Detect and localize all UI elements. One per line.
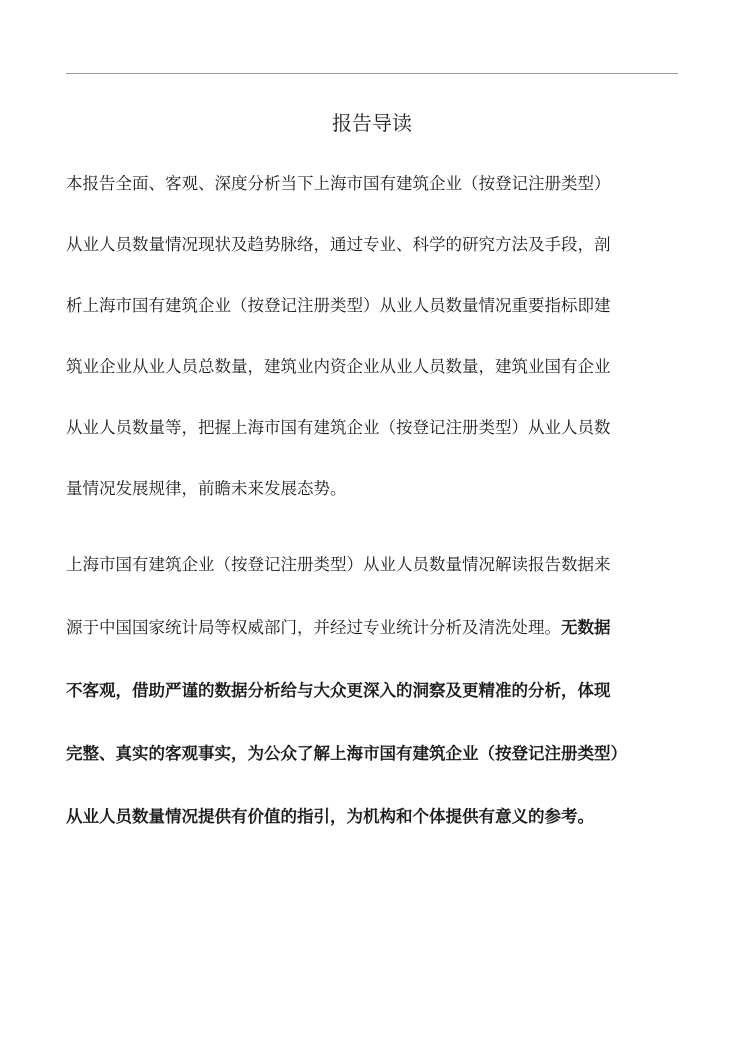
header-divider: [66, 73, 678, 74]
intro-line: 本报告全面、客观、深度分析当下上海市国有建筑企业（按登记注册类型）: [66, 174, 611, 193]
intro-line: 量情况发展规律，前瞻未来发展态势。: [66, 479, 347, 498]
page-title: 报告导读: [332, 111, 412, 135]
emphasis-line: 从业人员数量情况提供有价值的指引，为机构和个体提供有意义的参考。: [66, 807, 594, 826]
source-line: 上海市国有建筑企业（按登记注册类型）从业人员数量情况解读报告数据来: [66, 555, 611, 574]
emphasis-text: 无数据: [561, 618, 611, 637]
intro-line: 从业人员数量情况现状及趋势脉络，通过专业、科学的研究方法及手段，剖: [66, 235, 611, 254]
emphasis-line: 完整、真实的客观事实，为公众了解上海市国有建筑企业（按登记注册类型）: [66, 744, 627, 763]
intro-line: 从业人员数量等，把握上海市国有建筑企业（按登记注册类型）从业人员数: [66, 418, 611, 437]
source-line-text: 源于中国国家统计局等权威部门，并经过专业统计分析及清洗处理。: [66, 618, 561, 637]
intro-line: 筑业企业从业人员总数量，建筑业内资企业从业人员数量，建筑业国有企业: [66, 357, 611, 376]
source-line: [66, 616, 611, 640]
intro-line: 析上海市国有建筑企业（按登记注册类型）从业人员数量情况重要指标即建: [66, 296, 611, 315]
emphasis-line: 不客观，借助严谨的数据分析给与大众更深入的洞察及更精准的分析，体现: [66, 681, 611, 700]
